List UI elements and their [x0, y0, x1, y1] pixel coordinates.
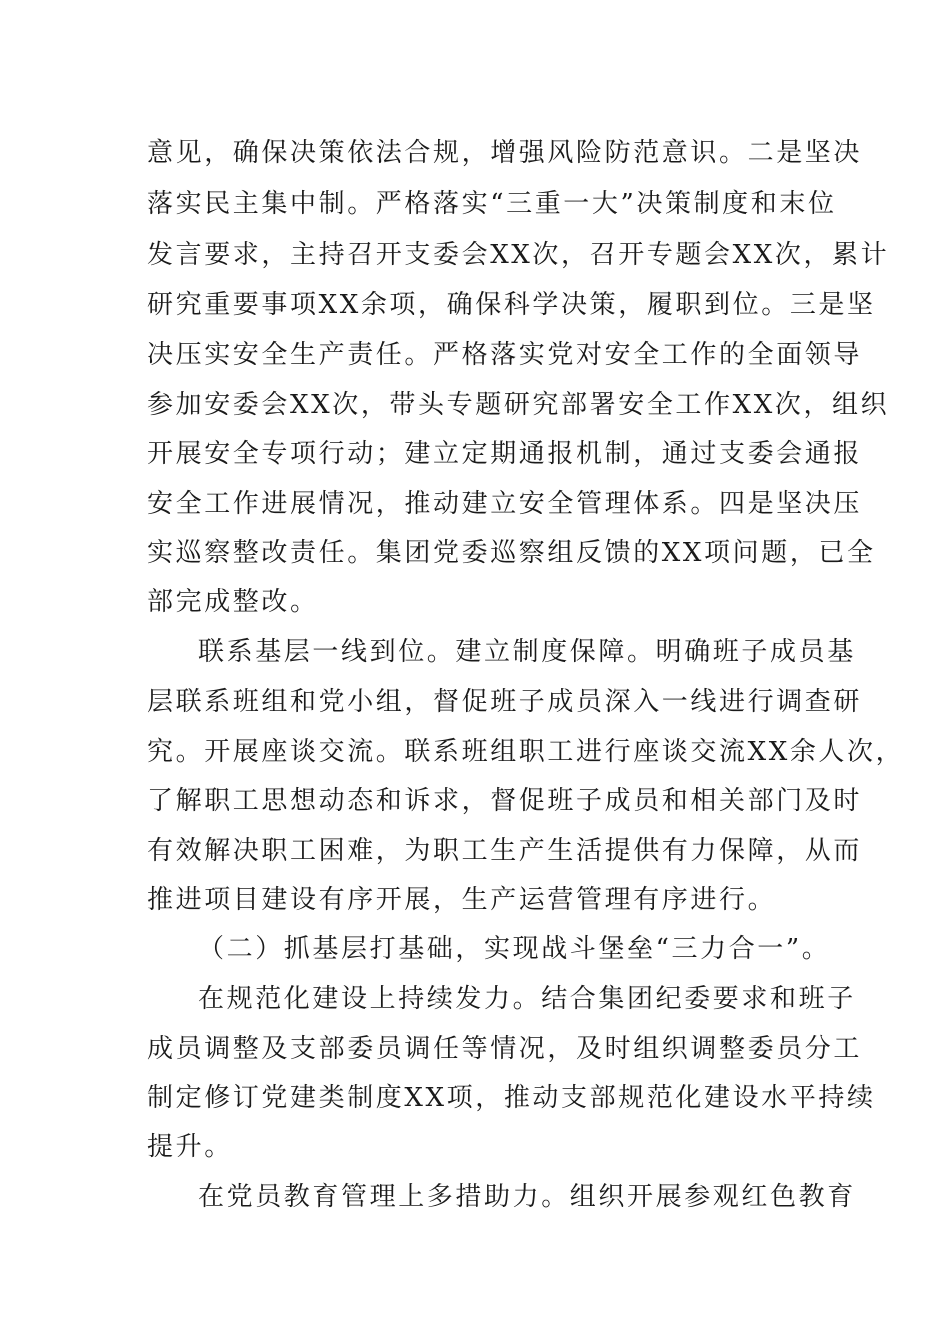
text-line: 意见，确保决策依法合规，增强风险防范意识。二是坚决	[147, 138, 863, 168]
text-line: 安全工作进展情况，推动建立安全管理体系。四是坚决压	[147, 489, 863, 519]
text-line: 究。开展座谈交流。联系班组职工进行座谈交流XX余人次，	[147, 737, 905, 767]
text-line: 成员调整及支部委员调任等情况，及时组织调整委员分工	[147, 1034, 863, 1064]
text-line: 参加安委会XX次，带头专题研究部署安全工作XX次，组织	[147, 390, 890, 420]
paragraph-first-line: 在规范化建设上持续发力。结合集团纪委要求和班子	[198, 984, 856, 1014]
text-line: 层联系班组和党小组，督促班子成员深入一线进行调查研	[147, 687, 863, 717]
text-line: 了解职工思想动态和诉求，督促班子成员和相关部门及时	[147, 786, 863, 816]
text-line: 提升。	[147, 1132, 233, 1162]
paragraph-first-line: 联系基层一线到位。建立制度保障。明确班子成员基	[198, 637, 856, 667]
text-line: 落实民主集中制。严格落实“三重一大”决策制度和末位	[147, 189, 837, 219]
text-line: 决压实安全生产责任。严格落实党对安全工作的全面领导	[147, 340, 863, 370]
text-line: 开展安全专项行动；建立定期通报机制，通过支委会通报	[147, 439, 863, 469]
text-line: 部完成整改。	[147, 587, 319, 617]
section-heading: （二）抓基层打基础，实现战斗堡垒“三力合一”。	[198, 934, 831, 964]
text-line: 研究重要事项XX余项，确保科学决策，履职到位。三是坚	[147, 290, 876, 320]
text-line: 推进项目建设有序开展，生产运营管理有序进行。	[147, 885, 777, 915]
text-line: 发言要求，主持召开支委会XX次，召开专题会XX次，累计	[147, 240, 890, 270]
text-line: 实巡察整改责任。集团党委巡察组反馈的XX项问题，已全	[147, 538, 876, 568]
text-line: 有效解决职工困难，为职工生产生活提供有力保障，从而	[147, 836, 863, 866]
paragraph-first-line: 在党员教育管理上多措助力。组织开展参观红色教育	[198, 1182, 856, 1212]
text-line: 制定修订党建类制度XX项，推动支部规范化建设水平持续	[147, 1083, 876, 1113]
